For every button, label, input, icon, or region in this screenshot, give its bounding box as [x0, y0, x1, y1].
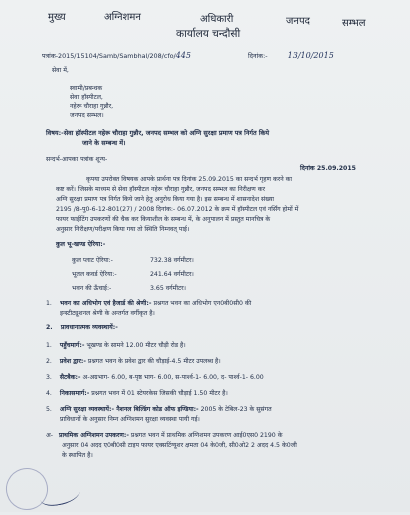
item-number: 2.	[46, 358, 52, 365]
seva-me: सेवा में,	[52, 67, 69, 74]
item-text: प्रश्नगत भवन का अधिभोग एन0बी0सी0 की	[153, 300, 252, 307]
item-text: प्रश्नगत भवन में प्राथमिक अग्निशमन उपकरण आई0एस0 2190 के	[130, 432, 283, 439]
body-line: कृपया उपरोक्त विषयक आपके प्रार्थना पत्र दिनांक 25.09.2015 का सन्दर्भ गृहण करने का	[86, 176, 293, 183]
patrank-line	[42, 52, 191, 60]
patrank-label: पत्रांक-	[42, 52, 59, 60]
body-line: कष्ट करें। जिसके माध्यम से सेवा हॉस्पीटल नहेरू चौराहा गुन्नौर, जनपद सम्भल का निरीक्षण कर	[56, 186, 266, 193]
item-heading: भवन का अधिभोग एवं हैजार्ड की श्रेणी:-	[59, 300, 152, 307]
item-text: प्रश्नगत भवन के प्रवेश द्वार की चौड़ाई-4.5 मीटर उपलब्ध है।	[87, 358, 221, 365]
plot-area-value: 732.38 वर्गमीटर।	[150, 257, 194, 264]
item-row	[46, 358, 221, 366]
date-line	[248, 52, 334, 60]
area-heading: कुल भू-खण्ड ऐरिया:-	[56, 241, 106, 248]
item-heading: प्रवेश द्वार:-	[59, 358, 86, 365]
patrank-value: 2015/15104/Samb/Sambhal/208/cfo/	[58, 52, 176, 60]
body-line: अनुसार निरीक्षण/परीक्षण किया गया तो स्थिति निम्नवत् पाई।	[56, 226, 190, 233]
item-number: अ-	[46, 432, 53, 439]
item-continuation: इन्स्टीट्यूशनल श्रेणी के अन्तर्गत वर्गीकृत है।	[60, 310, 155, 317]
addressee-line-4: जनपद सम्भल।	[70, 112, 104, 119]
subject-line-2: जाने के सम्बन्ध में।	[82, 139, 126, 147]
item-number: 1.	[46, 300, 52, 307]
header-word-chief: मुख्य	[48, 12, 66, 23]
header-word-sambhal: सम्भल	[342, 18, 366, 29]
body-line: फायर फाईटिंग उपकरणों की चैक कर कियाशील के सम्बन्ध में, के अनुपालन में प्रस्तुत मानचित्र के	[56, 216, 271, 223]
item-heading: प्राथमिक अग्निशमन उपकरण:-	[58, 432, 129, 439]
item-row	[46, 300, 251, 308]
height-label: भवन की ऊँचाई:-	[72, 285, 112, 292]
item-heading: सैटबैक:-	[59, 374, 81, 381]
body-line: अग्नि सुरक्षा प्रमाण पत्र निर्गत किये जाने हेतु अनुरोध किया गया है। इस सम्बन्ध में शासनादेश संख्या	[56, 196, 275, 203]
item-continuation: प्राविधानों के अनुसार निम्न अग्निशमन सुरक्षा व्यवस्था पायी गई।	[60, 416, 200, 423]
item-row	[46, 432, 282, 440]
item-heading: प्रावधानात्मक व्यवस्थायें:-	[60, 324, 118, 331]
addressee-line-3: नहेरू चौराहा गुन्नौर,	[70, 103, 114, 110]
ground-area-label: भूतल कवर्ड ऐरिया:-	[72, 271, 117, 278]
item-row	[46, 324, 118, 332]
signature-mark	[39, 483, 81, 507]
plot-area-label: कुल प्लाट ऐरिया:-	[72, 257, 113, 264]
item-number: 5.	[46, 406, 52, 413]
item-text: अ-अग्रभाग- 6.00, ब-पृष्ठ भाग- 6.00, स-पार्श्व-1- 6.00, द- पार्श्व-1- 6.00	[82, 374, 264, 381]
addressee-line-2: सेवा हॉस्पीटल,	[70, 94, 103, 101]
item-text: प्रश्नगत भवन में 01 स्टेयरकेस जिसकी चौड़ाई 1.50 मीटर है।	[91, 390, 228, 397]
addressee-line-1: स्वामी/प्रबन्धक	[70, 85, 103, 92]
item-text: 2005 के टेबिल-23 के सुसंगत	[200, 406, 272, 413]
item-number: 4.	[46, 390, 52, 397]
item-heading: निकासमार्ग:-	[59, 390, 90, 397]
item-row	[46, 374, 264, 382]
date-label: दिनांक:-	[248, 52, 268, 60]
item-number: 2.	[46, 324, 53, 331]
header-word-officer: अधिकारी	[200, 14, 234, 25]
date-handwritten: 13/10/2015	[287, 51, 334, 60]
item-number: 1.	[46, 342, 52, 349]
item-number: 3.	[46, 374, 52, 381]
item-row	[46, 390, 228, 398]
height-value: 3.65 वर्गमीटर।	[150, 285, 186, 292]
item-heading: पहुँचमार्ग:-	[59, 342, 85, 349]
item-row	[46, 342, 186, 350]
header-word-fire: अग्निशमन	[104, 12, 141, 23]
office-name: कार्यालय चन्दौसी	[176, 28, 241, 40]
item-continuation: अनुसार 04 अदद ए0बी0सी टाइप फायर एक्सटिंग्यूशर क्षमता 04 के0जी, सी0ओ2 2 अदद 4.5 के0जी	[62, 442, 297, 449]
sandarbh-date: दिनांक 25.09.2015	[300, 165, 356, 172]
item-row	[46, 406, 272, 414]
item-text: भूखण्ड के सामने 12.00 मीटर चौड़ी रोड है।	[86, 342, 186, 349]
item-continuation: के स्थापित है।	[62, 452, 93, 459]
ground-area-value: 241.64 वर्गमीटर।	[150, 271, 194, 278]
sandarbh-label: सन्दर्भ-आपका पत्रांक शून्य-	[46, 156, 108, 163]
header-word-district: जनपद	[286, 16, 310, 27]
subject-line-1: विषय:-सेवा हॉस्पीटल नहेरू चौराहा गुन्नौर, जनपद सम्भल को अग्नि सुरक्षा प्रमाण पत्र निर्गत किये	[46, 129, 270, 137]
patrank-handwritten: 445	[175, 51, 191, 60]
body-line: 2195 /8-पु0-6-12-801(27) / 2008 दिनांक:- 06.07.2012 के क्रम में हॉस्पीटल एवं नर्सिंग होमों में	[56, 206, 299, 213]
item-heading: अग्नि सुरक्षा व्यवस्थायें:- नैशनल बिल्डिंग कोड ऑफ इण्डिया:-	[59, 406, 199, 413]
